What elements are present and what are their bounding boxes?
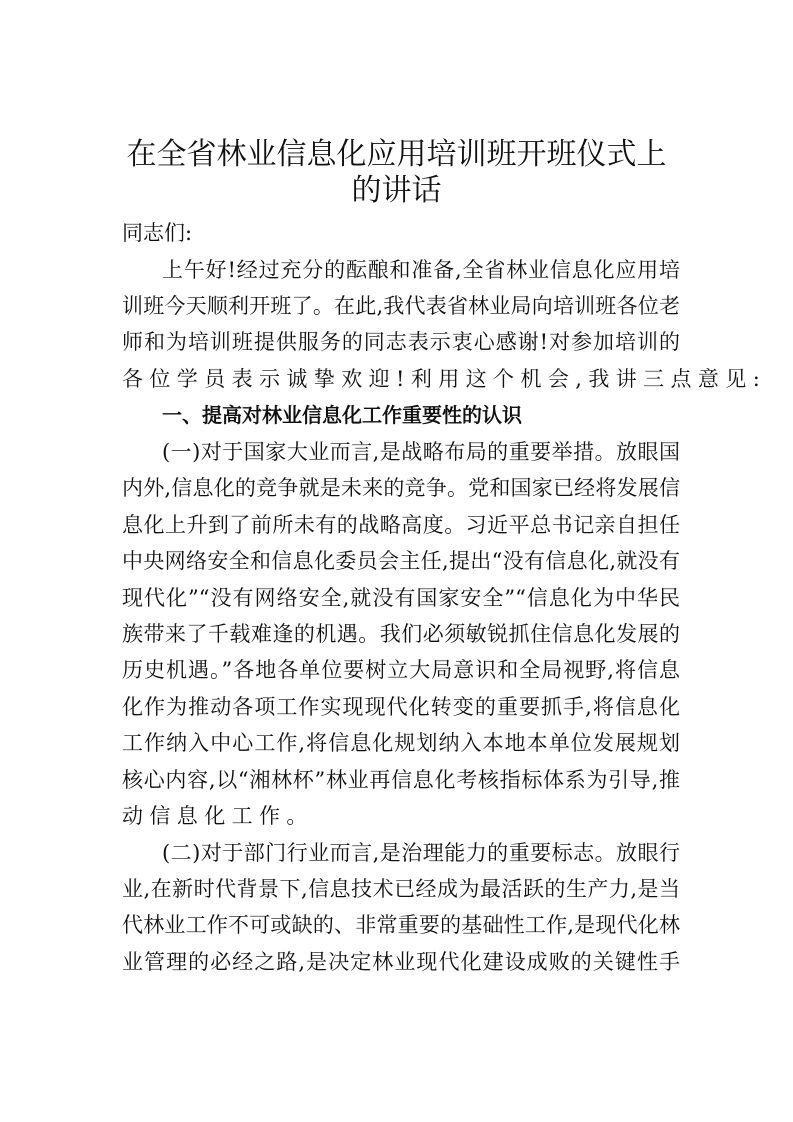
para2-line: (二)对于部门行业而言,是治理能力的重要标志。放眼行 xyxy=(162,841,680,865)
intro-line: 师和为培训班提供服务的同志表示衷心感谢!对参加培训的 xyxy=(122,330,680,354)
para1-line: 中央网络安全和信息化委员会主任,提出“没有信息化,就没有 xyxy=(122,549,680,573)
para1-line: 族带来了千载难逢的机遇。我们必须敏锐抓住信息化发展的 xyxy=(122,622,680,646)
para1-line: 动信息化工作。 xyxy=(122,804,314,828)
para1-line: 内外,信息化的竞争就是未来的竞争。党和国家已经将发展信 xyxy=(122,476,680,500)
salutation: 同志们: xyxy=(122,221,193,245)
document-title-line-1: 在全省林业信息化应用培训班开班仪式上 xyxy=(126,137,667,172)
para2-line: 业,在新时代背景下,信息技术已经成为最活跃的生产力,是当 xyxy=(122,877,680,901)
para1-line: 化作为推动各项工作实现现代化转变的重要抓手,将信息化 xyxy=(122,695,680,719)
para1-line: (一)对于国家大业而言,是战略布局的重要举措。放眼国 xyxy=(162,440,680,464)
para1-line: 息化上升到了前所未有的战略高度。习近平总书记亲自担任 xyxy=(122,513,680,537)
intro-line: 训班今天顺利开班了。在此,我代表省林业局向培训班各位老 xyxy=(122,294,680,318)
intro-line: 各位学员表示诚挚欢迎!利用这个机会,我讲三点意见: xyxy=(122,367,767,391)
para1-line: 核心内容,以“湘林杯”林业再信息化考核指标体系为引导,推 xyxy=(122,768,680,792)
para1-line: 现代化”“没有网络安全,就没有国家安全”“信息化为中华民 xyxy=(122,586,680,610)
para2-line: 业管理的必经之路,是决定林业现代化建设成败的关键性手 xyxy=(122,950,680,974)
para1-line: 工作纳入中心工作,将信息化规划纳入本地本单位发展规划 xyxy=(122,731,680,755)
section-heading-1: 一、提高对林业信息化工作重要性的认识 xyxy=(162,403,522,427)
intro-line: 上午好!经过充分的酝酿和准备,全省林业信息化应用培 xyxy=(162,258,680,282)
document-title-line-2: 的讲话 xyxy=(351,173,442,208)
para2-line: 代林业工作不可或缺的、非常重要的基础性工作,是现代化林 xyxy=(122,913,680,937)
para1-line: 历史机遇。”各地各单位要树立大局意识和全局视野,将信息 xyxy=(122,658,680,682)
